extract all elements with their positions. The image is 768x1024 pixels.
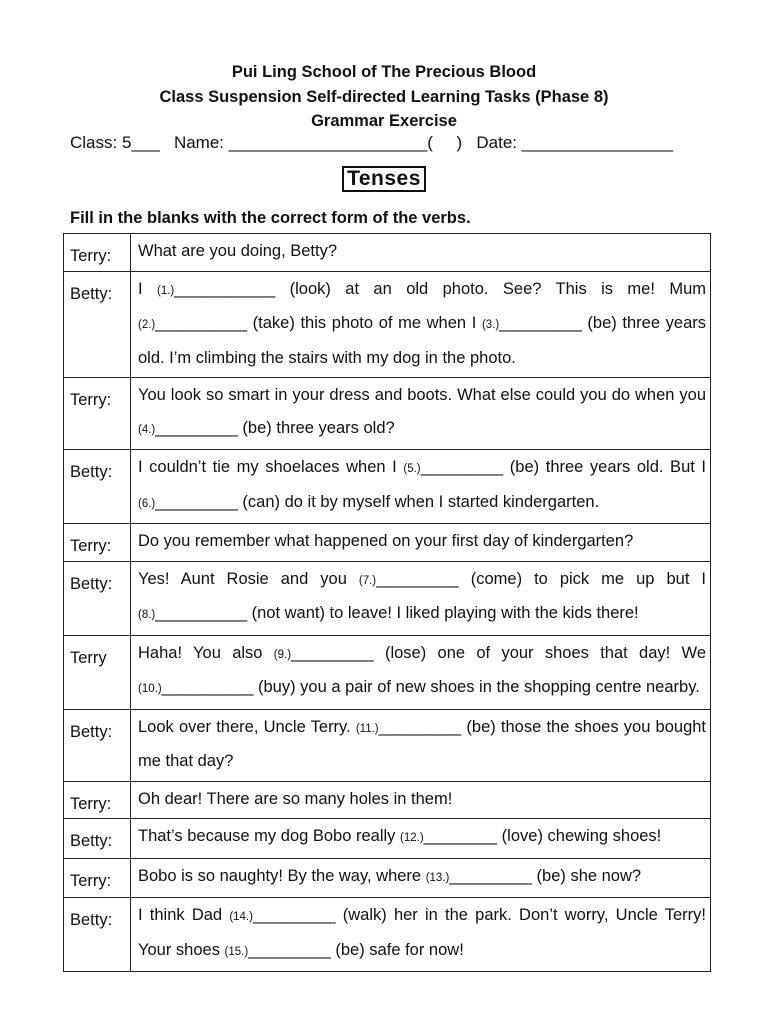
speaker-name: Betty: [64,709,131,781]
dialogue-row [64,561,711,635]
instruction: Fill in the blanks with the correct form of the verbs. [70,209,471,227]
dialogue-text [131,819,711,859]
dialogue-text [131,781,711,819]
dialogue-text-segment: Oh dear! There are so many holes in them! [138,789,453,808]
blank-number: (8.) [138,609,156,621]
dialogue-text [131,858,711,898]
speaker-name: Betty: [64,450,131,524]
blank-number: (3.) [481,319,500,331]
speaker-name: Terry: [64,524,131,562]
answer-blank[interactable]: _________ [291,643,374,662]
dialogue-text-segment: (walk) her in the park. Don’t worry, Uncle Terry! Your shoes [138,906,706,959]
speaker-name: Terry [64,635,131,709]
blank-number: (9.) [273,648,292,661]
dialogue-text-segment: (be) those the shoes you bought me that day? [138,717,707,770]
dialogue-text-segment: You look so smart in your dress and boots. What else could you do when you [138,386,706,404]
speaker-name: Betty: [64,898,131,972]
dialogue-text [131,271,711,378]
speaker-name: Betty: [64,561,131,635]
dialogue-row [64,524,711,562]
blank-number: (14.) [229,911,253,923]
dialogue-text-segment: (can) do it by myself when I started kindergarten. [237,492,600,511]
dialogue-text-segment: (be) three years old? [237,418,395,437]
answer-blank[interactable]: _________ [252,906,336,924]
answer-blank[interactable]: __________ [155,604,248,622]
speaker-name: Terry: [64,378,131,450]
answer-blank[interactable]: _________ [248,940,331,959]
dialogue-row [64,271,711,378]
dialogue-text [131,524,711,562]
dialogue-text [131,709,711,781]
dialogue-text-segment: What are you doing, Betty? [138,242,338,260]
answer-blank[interactable]: _________ [449,866,532,885]
dialogue-text-segment: (come) to pick me up but I [458,569,706,588]
dialogue-text-segment: (be) three years old. I’m climbing the stairs with my dog in the photo. [138,314,706,367]
dialogue-text-segment: (be) she now? [531,866,642,885]
dialogue-text-segment: Bobo is so naughty! By the way, where [138,866,426,885]
blank-number: (6.) [138,497,156,510]
speaker-name: Terry: [64,781,131,819]
dialogue-row [64,635,711,709]
dialogue-text [131,898,711,972]
dialogue-text [131,450,711,524]
blank-number: (1.) [157,284,175,297]
dialogue-text-segment: That’s because my dog Bobo really [138,827,401,845]
blank-number: (11.) [355,722,379,735]
blank-number: (7.) [358,574,377,587]
dialogue-row [64,898,711,972]
dialogue-row [64,234,711,272]
answer-blank[interactable]: __________ [155,314,248,332]
dialogue-text-segment: Do you remember what happened on your first day of kindergarten? [138,532,634,550]
dialogue-table [63,233,711,972]
dialogue-text-segment: (not want) to leave! I liked playing with the kids there! [247,604,639,622]
speaker-name: Terry: [64,858,131,898]
dialogue-text-segment: (lose) one of your shoes that day! We [373,643,706,662]
blank-number: (12.) [400,832,424,844]
dialogue-text-segment: I [138,279,157,298]
dialogue-text-segment: I think Dad [138,906,230,924]
title-wrap [0,166,768,192]
dialogue-row [64,378,711,450]
dialogue-body [64,234,711,972]
dialogue-text [131,378,711,450]
dialogue-text-segment: Yes! Aunt Rosie and you [138,569,359,588]
blank-number: (13.) [425,871,450,884]
dialogue-row [64,709,711,781]
answer-blank[interactable]: _________ [378,717,462,736]
dialogue-text [131,234,711,272]
dialogue-row [64,819,711,859]
student-info-line: Class: 5___ Name: _____________________( ) Date: ________________ [70,133,674,152]
dialogue-text [131,561,711,635]
blank-number: (2.) [138,319,156,331]
dialogue-text-segment: (look) at an old photo. See? This is me! Mum [275,279,707,298]
answer-blank[interactable]: _________ [155,492,238,511]
speaker-name: Betty: [64,271,131,378]
dialogue-text-segment: Haha! You also [138,643,274,662]
dialogue-text-segment: (be) three years old. But I [503,458,707,476]
dialogue-row [64,781,711,819]
answer-blank[interactable]: _________ [499,314,582,332]
dialogue-text-segment: (love) chewing shoes! [497,827,662,845]
dialogue-row [64,450,711,524]
task-subtitle: Class Suspension Self-directed Learning Tasks (Phase 8) [159,87,609,106]
blank-number: (10.) [138,683,162,695]
dialogue-text [131,635,711,709]
blank-number: (5.) [403,463,421,475]
exercise-title: Grammar Exercise [311,112,457,130]
dialogue-row [64,858,711,898]
answer-blank[interactable]: ________ [423,827,498,845]
answer-blank[interactable]: ___________ [174,279,276,298]
answer-blank[interactable]: _________ [420,458,504,476]
blank-number: (15.) [224,945,249,958]
answer-blank[interactable]: _________ [155,418,238,437]
speaker-name: Terry: [64,234,131,272]
dialogue-text-segment: I couldn’t tie my shoelaces when I [138,458,404,476]
dialogue-text-segment: (be) safe for now! [330,940,464,959]
school-name: Pui Ling School of The Precious Blood [231,63,537,81]
speaker-name: Betty: [64,819,131,859]
dialogue-text-segment: Look over there, Uncle Terry. [138,717,356,736]
blank-number: (4.) [138,423,156,436]
answer-blank[interactable]: _________ [376,569,459,588]
answer-blank[interactable]: __________ [161,678,254,696]
worksheet-title: Tenses [342,166,426,192]
dialogue-text-segment: (take) this photo of me when I [247,314,482,332]
dialogue-text-segment: (buy) you a pair of new shoes in the shopping centre nearby. [253,678,700,696]
document-header [0,60,768,134]
